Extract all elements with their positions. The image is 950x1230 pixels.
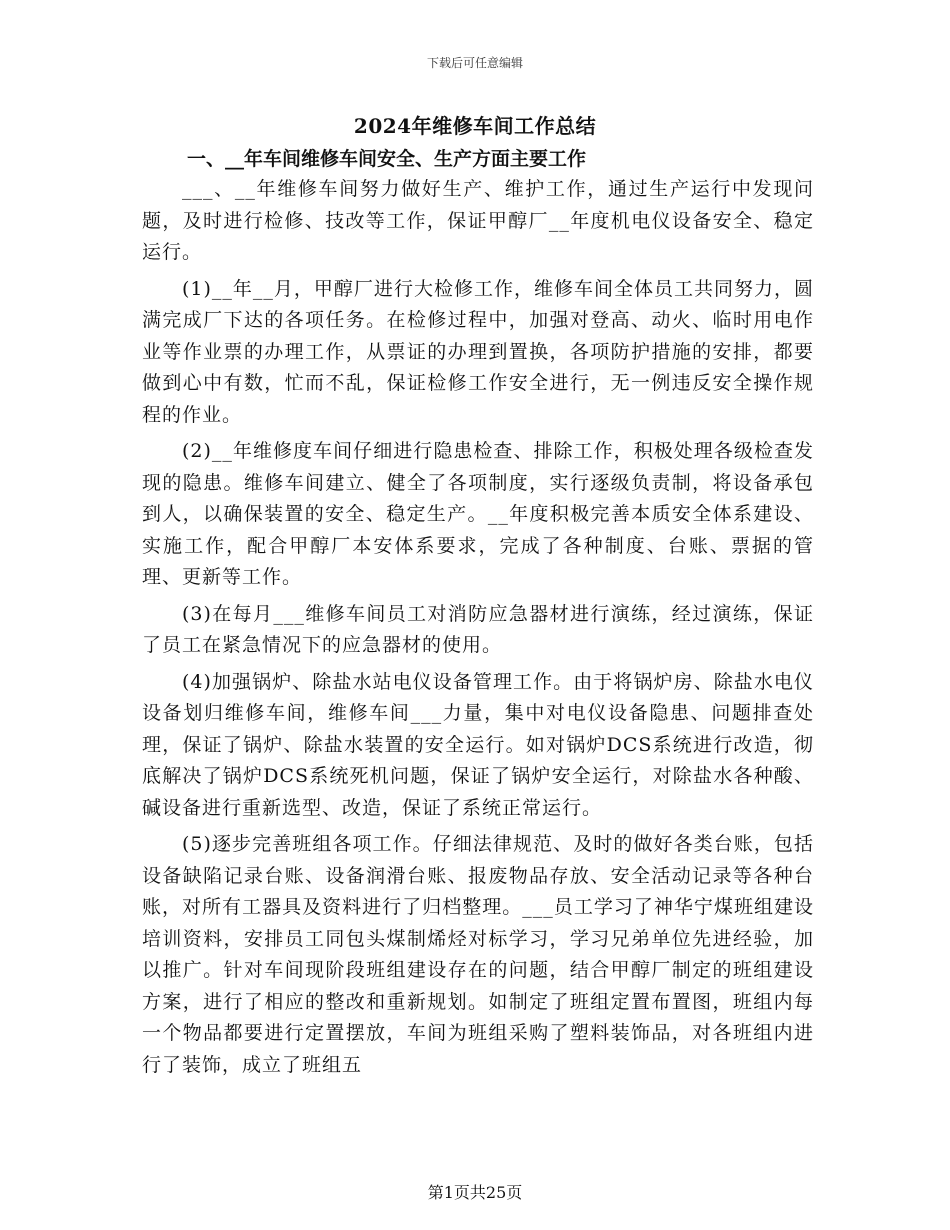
document-body [142, 174, 814, 1086]
section-heading: 一、__年车间维修车间安全、生产方面主要工作 [187, 148, 587, 170]
document-title: 2024年维修车间工作总结 [353, 114, 597, 138]
paragraph-item-4: (4)加强锅炉、除盐水站电仪设备管理工作。由于将锅炉房、除盐水电仪设备划归维修车间，维修车间___力量，集中对电仪设备隐患、问题排查处理，保证了锅炉、除盐水装置的安全运行。如对锅炉DCS系统进行改造，彻底解决了锅炉DCS系统死机问题，保证了锅炉安全运行，对除盐水各种酸、碱设备进行重新选型、改造，保证了系统正常运行。 [142, 670, 814, 819]
page-footer: 第1页共25页 [427, 1183, 523, 1202]
paragraph-item-1: (1)__年__月，甲醇厂进行大检修工作，维修车间全体员工共同努力，圆满完成厂下达的各项任务。在检修过程中，加强对登高、动火、临时用电作业等作业票的办理工作，从票证的办理到置换，各项防护措施的安排，都要做到心中有数，忙而不乱，保证检修工作安全进行，无一例违反安全操作规程的作业。 [142, 277, 814, 426]
paragraph-item-3: (3)在每月___维修车间员工对消防应急器材进行演练，经过演练，保证了员工在紧急情况下的应急器材的使用。 [142, 602, 814, 656]
paragraph-intro: ___、__年维修车间努力做好生产、维护工作，通过生产运行中发现问题，及时进行检修、技改等工作，保证甲醇厂__年度机电仪设备安全、稳定运行。 [142, 178, 814, 263]
paragraph-item-2: (2)__年维修度车间仔细进行隐患检查、排除工作，积极处理各级检查发现的隐患。维修车间建立、健全了各项制度，实行逐级负责制，将设备承包到人，以确保装置的安全、稳定生产。__年度积极完善本质安全体系建设、实施工作，配合甲醇厂本安体系要求，完成了各种制度、台账、票据的管理、更新等工作。 [142, 440, 814, 588]
paragraph-item-5: (5)逐步完善班组各项工作。仔细法律规范、及时的做好各类台账，包括设备缺陷记录台账、设备润滑台账、报废物品存放、安全活动记录等各种台账，对所有工器具及资料进行了归档整理。___员工学习了神华宁煤班组建设培训资料，安排员工同包头煤制烯烃对标学习，学习兄弟单位先进经验，加以推广。针对车间现阶段班组建设存在的问题，结合甲醇厂制定的班组建设方案，进行了相应的整改和重新规划。如制定了班组定置布置图，班组内每一个物品都要进行定置摆放，车间为班组采购了塑料装饰品，对各班组内进行了装饰，成立了班组五 [142, 833, 814, 1076]
header-note: 下载后可任意编辑 [426, 56, 523, 70]
